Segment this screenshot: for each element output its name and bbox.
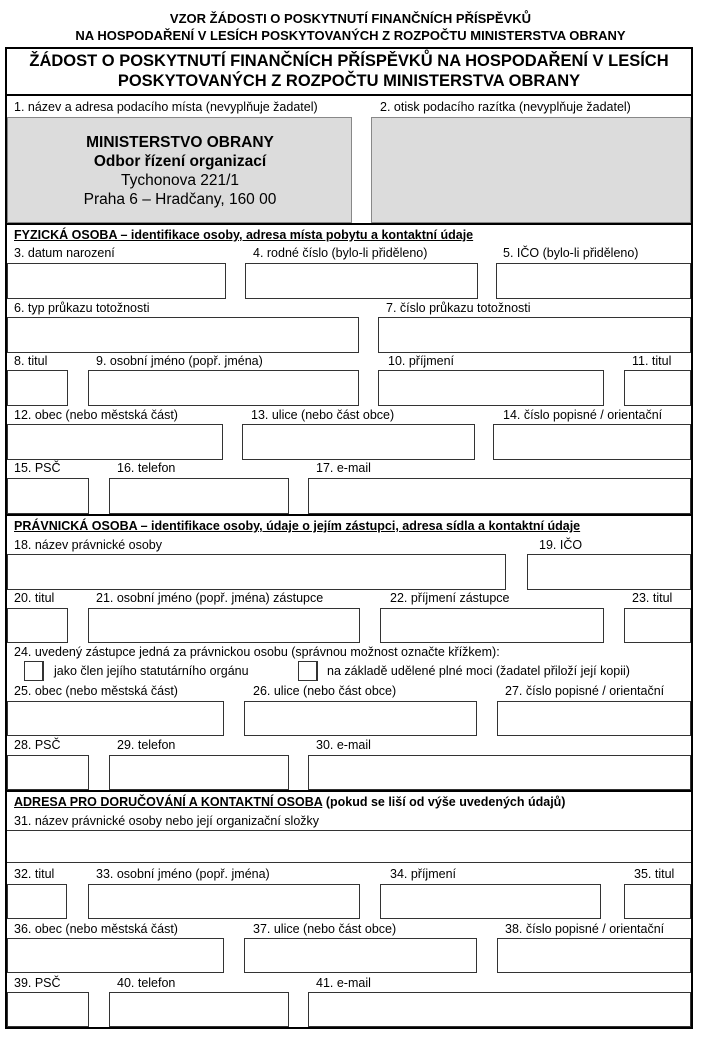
- field-30-label: 30. e-mail: [316, 738, 371, 752]
- field-10-label: 10. příjmení: [388, 354, 455, 368]
- ico-input[interactable]: [496, 263, 691, 299]
- field-8-label: 8. titul: [14, 354, 48, 368]
- field-25-label: 25. obec (nebo městská část): [14, 684, 178, 698]
- phone-input[interactable]: [109, 478, 289, 514]
- legal-phone-input[interactable]: [109, 755, 289, 790]
- field-4-label: 4. rodné číslo (bylo-li přiděleno): [253, 246, 428, 260]
- id-number-input[interactable]: [378, 317, 691, 353]
- birth-date-input[interactable]: [7, 263, 226, 299]
- delivery-postal-code-input[interactable]: [7, 992, 89, 1027]
- field-41-label: 41. e-mail: [316, 976, 371, 990]
- rep-title-after-input[interactable]: [624, 608, 691, 643]
- field-2-label: 2. otisk podacího razítka (nevyplňuje žadatel): [380, 100, 631, 114]
- field-33-label: 33. osobní jméno (popř. jména): [96, 867, 270, 881]
- field-20-label: 20. titul: [14, 591, 55, 605]
- address-street: Tychonova 221/1: [120, 172, 240, 189]
- contact-surname-input[interactable]: [380, 884, 601, 919]
- divider: [5, 94, 693, 96]
- birth-number-input[interactable]: [245, 263, 478, 299]
- power-of-attorney-option-label: na základě udělené plné moci (žadatel přiloží její kopii): [327, 664, 630, 678]
- statutory-body-checkbox[interactable]: [24, 661, 44, 681]
- contact-first-name-input[interactable]: [88, 884, 360, 919]
- rep-first-name-input[interactable]: [88, 608, 360, 643]
- divider: [5, 790, 693, 792]
- field-39-label: 39. PSČ: [14, 976, 61, 990]
- postal-code-input[interactable]: [7, 478, 89, 514]
- legal-ico-input[interactable]: [527, 554, 691, 590]
- field-16-label: 16. telefon: [117, 461, 176, 475]
- form-title: [7, 51, 691, 91]
- delivery-org-name-input[interactable]: [7, 830, 691, 863]
- house-number-input[interactable]: [493, 424, 691, 460]
- legal-postal-code-input[interactable]: [7, 755, 89, 790]
- power-of-attorney-checkbox[interactable]: [298, 661, 318, 681]
- legal-street-input[interactable]: [244, 701, 477, 736]
- delivery-house-number-input[interactable]: [497, 938, 691, 973]
- section-legal-person-heading: PRÁVNICKÁ OSOBA – identifikace osoby, údaje o jejím zástupci, adresa sídla a kontaktní údaje: [14, 519, 581, 533]
- field-34-label: 34. příjmení: [390, 867, 457, 881]
- statutory-body-option-label: jako člen jejího statutárního orgánu: [54, 664, 249, 678]
- delivery-email-input[interactable]: [308, 992, 691, 1027]
- field-29-label: 29. telefon: [117, 738, 176, 752]
- contact-title-after-input[interactable]: [624, 884, 691, 919]
- email-input[interactable]: [308, 478, 691, 514]
- first-name-input[interactable]: [88, 370, 359, 406]
- field-21-label: 21. osobní jméno (popř. jména) zástupce: [96, 591, 324, 605]
- field-28-label: 28. PSČ: [14, 738, 61, 752]
- legal-name-input[interactable]: [7, 554, 506, 590]
- municipality-input[interactable]: [7, 424, 223, 460]
- field-37-label: 37. ulice (nebo část obce): [253, 922, 397, 936]
- divider: [5, 223, 693, 225]
- form-title-line2: POSKYTOVANÝCH Z ROZPOČTU MINISTERSTVA OBRANY: [117, 72, 581, 90]
- field-3-label: 3. datum narození: [14, 246, 115, 260]
- delivery-street-input[interactable]: [244, 938, 477, 973]
- section-natural-person-heading: FYZICKÁ OSOBA – identifikace osoby, adresa místa pobytu a kontaktní údaje: [14, 228, 474, 242]
- rep-title-before-input[interactable]: [7, 608, 68, 643]
- field-9-label: 9. osobní jméno (popř. jména): [96, 354, 263, 368]
- field-18-label: 18. název právnické osoby: [14, 538, 163, 552]
- title-before-input[interactable]: [7, 370, 68, 406]
- field-22-label: 22. příjmení zástupce: [390, 591, 510, 605]
- delivery-phone-input[interactable]: [109, 992, 289, 1027]
- delivery-municipality-input[interactable]: [7, 938, 224, 973]
- form-title-line1: ŽÁDOST O POSKYTNUTÍ FINANČNÍCH PŘÍSPĚVKŮ NA HOSPODAŘENÍ V LESÍCH: [29, 52, 669, 70]
- field-5-label: 5. IČO (bylo-li přiděleno): [503, 246, 639, 260]
- field-11-label: 11. titul: [632, 354, 672, 368]
- field-31-label: 31. název právnické osoby nebo její organizační složky: [14, 814, 320, 828]
- field-7-label: 7. číslo průkazu totožnosti: [386, 301, 531, 315]
- field-24-label: 24. uvedený zástupce jedná za právnickou osobu (správnou možnost označte křížkem):: [14, 645, 500, 659]
- field-32-label: 32. titul: [14, 867, 55, 881]
- filing-office-address: [9, 133, 351, 209]
- filing-stamp-box: [371, 117, 691, 223]
- surname-input[interactable]: [378, 370, 604, 406]
- field-12-label: 12. obec (nebo městská část): [14, 408, 178, 422]
- legal-municipality-input[interactable]: [7, 701, 224, 736]
- field-38-label: 38. číslo popisné / orientační: [505, 922, 665, 936]
- divider: [5, 514, 693, 516]
- document-header-line2: NA HOSPODAŘENÍ V LESÍCH POSKYTOVANÝCH Z ROZPOČTU MINISTERSTVA OBRANY: [75, 28, 626, 43]
- field-23-label: 23. titul: [632, 591, 673, 605]
- field-1-label: 1. název a adresa podacího místa (nevyplňuje žadatel): [14, 100, 318, 114]
- field-35-label: 35. titul: [634, 867, 675, 881]
- field-27-label: 27. číslo popisné / orientační: [505, 684, 665, 698]
- rep-surname-input[interactable]: [380, 608, 604, 643]
- address-city: Praha 6 – Hradčany, 160 00: [83, 191, 277, 208]
- field-15-label: 15. PSČ: [14, 461, 61, 475]
- field-14-label: 14. číslo popisné / orientační: [503, 408, 663, 422]
- field-40-label: 40. telefon: [117, 976, 176, 990]
- title-after-input[interactable]: [624, 370, 691, 406]
- field-17-label: 17. e-mail: [316, 461, 371, 475]
- field-13-label: 13. ulice (nebo část obce): [251, 408, 395, 422]
- id-type-input[interactable]: [7, 317, 359, 353]
- legal-email-input[interactable]: [308, 755, 691, 790]
- address-dept: Odbor řízení organizací: [93, 153, 267, 170]
- field-6-label: 6. typ průkazu totožnosti: [14, 301, 150, 315]
- document-header-line1: VZOR ŽÁDOSTI O POSKYTNUTÍ FINANČNÍCH PŘÍSPĚVKŮ: [169, 11, 532, 26]
- address-org: MINISTERSTVO OBRANY: [86, 134, 274, 151]
- field-36-label: 36. obec (nebo městská část): [14, 922, 178, 936]
- section-delivery-heading: ADRESA PRO DORUČOVÁNÍ A KONTAKTNÍ OSOBA (pokud se liší od výše uvedených údajů): [14, 795, 566, 809]
- field-26-label: 26. ulice (nebo část obce): [253, 684, 397, 698]
- contact-title-before-input[interactable]: [7, 884, 67, 919]
- legal-house-number-input[interactable]: [497, 701, 691, 736]
- field-19-label: 19. IČO: [539, 538, 583, 552]
- street-input[interactable]: [242, 424, 475, 460]
